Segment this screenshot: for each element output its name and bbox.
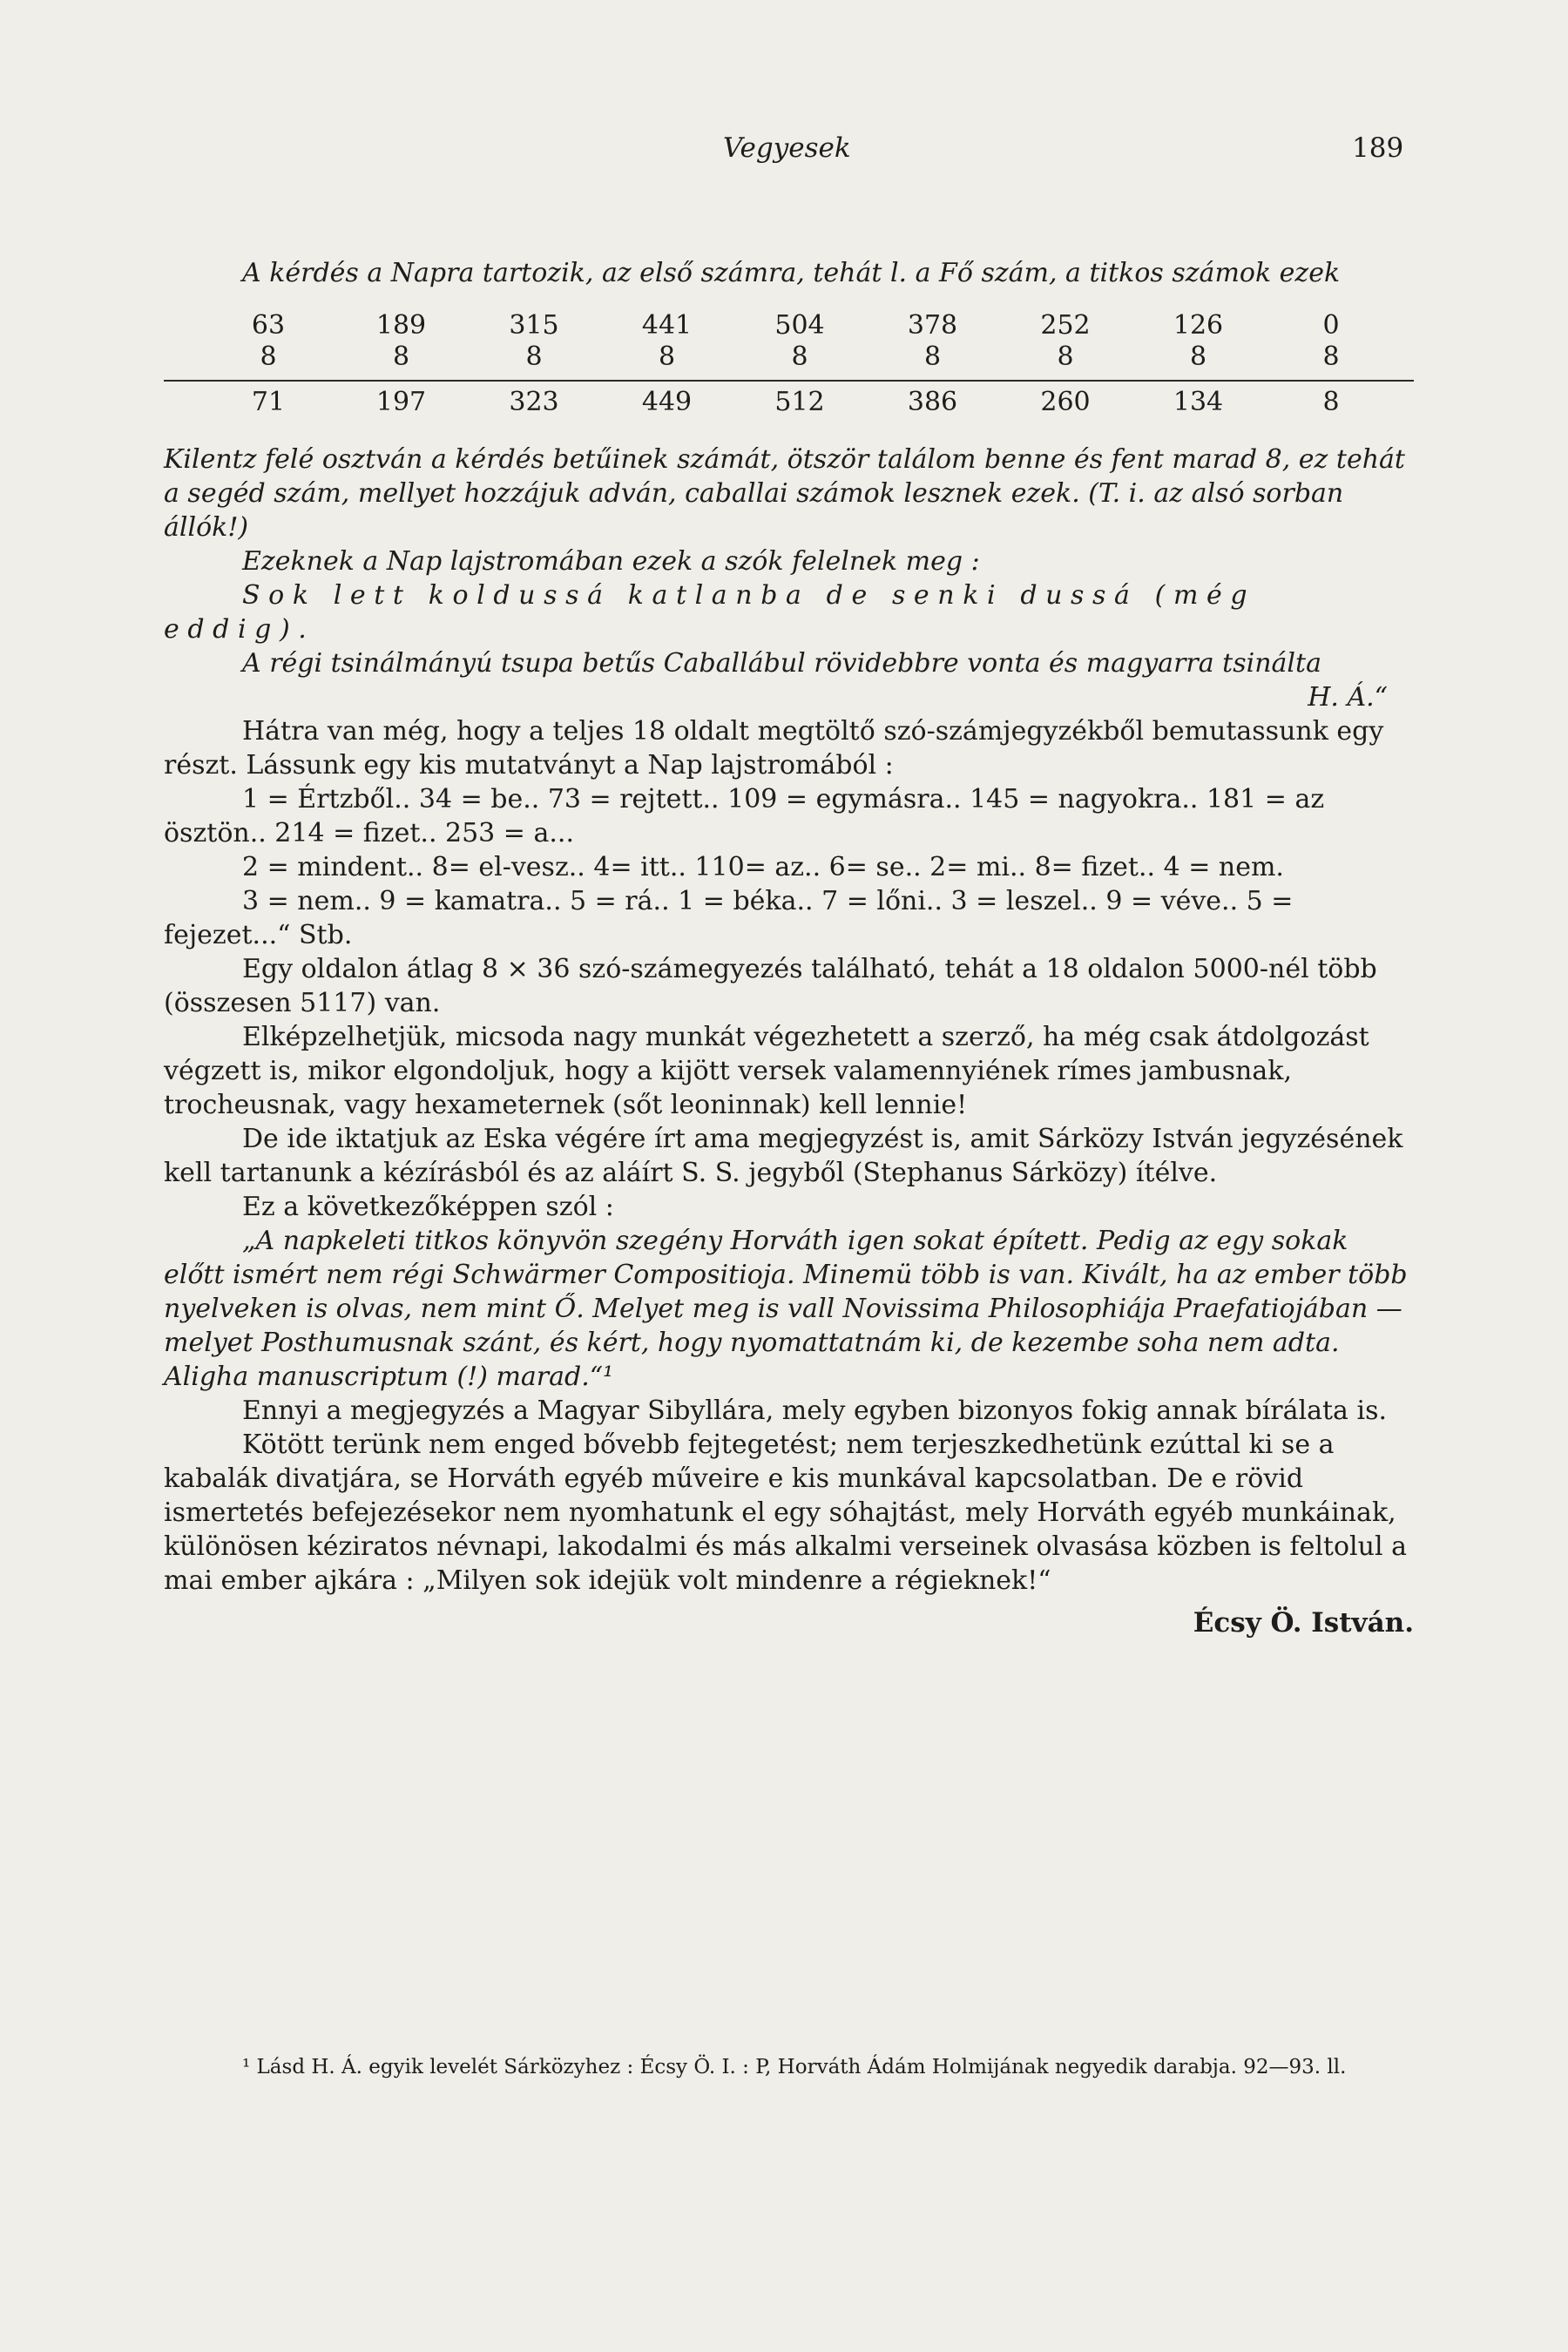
table-cell: 315 xyxy=(509,310,559,341)
paragraph-regi: A régi tsinálmányú tsupa betűs Caballábul rövidebbre vonta és magyarra tsinálta xyxy=(242,648,1321,679)
paragraph-ezeknek: Ezeknek a Nap lajstromában ezek a szók felelnek meg : xyxy=(242,546,980,577)
table-cell: 8 xyxy=(1322,387,1340,417)
table-cell: 63 xyxy=(251,310,286,341)
table-cell: 504 xyxy=(774,310,825,341)
table-cell: 71 xyxy=(251,387,286,417)
table-cell: 449 xyxy=(641,387,693,417)
footnote-text: ¹ Lásd H. Á. egyik levelét Sárközyhez : Écsy Ö. I. : P, Horváth Ádám Holmijának negyedik darabja. 92—93. ll. xyxy=(242,2056,1347,2078)
table-cell: 126 xyxy=(1173,310,1224,341)
running-head-title: Vegyesek xyxy=(723,132,851,164)
footnote xyxy=(164,2053,1414,2081)
table-cell: 8 xyxy=(1322,341,1340,372)
paragraph-ennyi: Ennyi a megjegyzés a Magyar Sibyllára, mely egyben bizonyos fokig annak bírálata is. xyxy=(242,1396,1388,1426)
paragraph-hatra: Hátra van még, hogy a teljes 18 oldalt megtöltő szó-számjegyzékből bemutassunk egy részt. Lássunk egy kis mutatványt a Nap lajstromából : xyxy=(164,716,1384,781)
table-cell: 8 xyxy=(1189,341,1207,372)
table-cell: 8 xyxy=(791,341,808,372)
list-2: 2 = mindent.. 8= el-vesz.. 4= itt.. 110= az.. 6= se.. 2= mi.. 8= fizet.. 4 = nem. xyxy=(242,852,1284,882)
spaced-sentence: Sok lett koldussá katlanba de senki dussá (még eddig). xyxy=(164,580,1256,645)
table-cell: 8 xyxy=(923,341,942,372)
paragraph-elkepzelhetjuk: Elképzelhetjük, micsoda nagy munkát végezhetett a szerző, ha még csak átdolgozást végzett is, mikor elgondoljuk, hogy a kijött versek valamennyiének rímes jambusnak, trocheusnak, vagy hexameternek (sőt leoninnak) kell lennie! xyxy=(164,1022,1369,1120)
page-number: 189 xyxy=(1352,132,1404,164)
paragraph-egy: Egy oldalon átlag 8 × 36 szó-számegyezés található, tehát a 18 oldalon 5000-nél több (összesen 5117) van. xyxy=(164,954,1377,1018)
table-cell: 134 xyxy=(1173,387,1224,417)
table-cell: 8 xyxy=(658,341,676,372)
table-rule xyxy=(164,380,1414,382)
paragraph-ez-a: Ez a következőképpen szól : xyxy=(242,1192,614,1222)
table-cell: 189 xyxy=(375,310,427,341)
table-cell: 8 xyxy=(392,341,410,372)
number-table xyxy=(164,310,1414,418)
paragraph-kilentz: Kilentz felé osztván a kérdés betűinek számát, ötször találom benne és fent marad 8, ez tehát a segéd szám, mellyet hozzájuk adván, caballai számok lesznek ezek. (T. i. az alsó sorban állók!) xyxy=(164,444,1405,543)
table-cell: 386 xyxy=(907,387,958,417)
table-cell: 8 xyxy=(1057,341,1074,372)
list-1: 1 = Értzből.. 34 = be.. 73 = rejtett.. 109 = egymásra.. 145 = nagyokra.. 181 = az ösztön.. 214 = fizet.. 253 = a... xyxy=(164,784,1325,848)
table-cell: 323 xyxy=(509,387,559,417)
table-cell: 197 xyxy=(375,387,427,417)
signature: Écsy Ö. István. xyxy=(1193,1607,1414,1639)
paragraph-kotott: Kötött terünk nem enged bővebb fejtegetést; nem terjeszkedhetünk ezúttal ki se a kabalák divatjára, se Horváth egyéb műveire e kis munkával kapcsolatban. De e rövid ismertetés befejezésekor nem nyomhatunk el egy sóhajtást, mely Horváth egyéb munkáinak, különösen kéziratos névnapi, lakodalmi és más alkalmi verseinek olvasása közben is feltolul a mai ember ajkára : „Milyen sok idejük volt mindenre a régieknek!“ xyxy=(164,1429,1407,1596)
intro-text: A kérdés a Napra tartozik, az első számra, tehát l. a Fő szám, a titkos számok ezek xyxy=(242,258,1341,288)
table-row-3 xyxy=(164,387,1414,418)
table-cell: 260 xyxy=(1040,387,1091,417)
paragraph-de-ide: De ide iktatjuk az Eska végére írt ama megjegyzést is, amit Sárközy István jegyzésének kell tartanunk a kézírásból és az aláírt S. S. jegyből (Stephanus Sárközy) ítélve. xyxy=(164,1124,1403,1188)
table-cell: 512 xyxy=(774,387,825,417)
table-row-1 xyxy=(164,310,1414,341)
table-cell: 252 xyxy=(1040,310,1091,341)
intro-line xyxy=(164,256,1414,290)
table-cell: 8 xyxy=(260,341,277,372)
body-text xyxy=(164,443,1414,1640)
table-cell: 8 xyxy=(525,341,543,372)
paragraph-regi-sign: H. Á.“ xyxy=(1308,682,1388,713)
table-row-2 xyxy=(164,341,1414,373)
table-cell: 0 xyxy=(1322,310,1340,341)
table-cell: 441 xyxy=(641,310,693,341)
table-cell: 378 xyxy=(907,310,958,341)
list-3: 3 = nem.. 9 = kamatra.. 5 = rá.. 1 = béka.. 7 = lőni.. 3 = leszel.. 9 = véve.. 5 = fejezet...“ Stb. xyxy=(164,886,1294,950)
quote: „A napkeleti titkos könyvön szegény Horváth igen sokat épített. Pedig az egy sokak előtt ismért nem régi Schwärmer Compositioja. Minemü több is van. Kivált, ha az ember több nyelveken is olvas, nem mint Ő. Melyet meg is vall Novissima Philosophiája Praefatiojában — melyet Posthumusnak szánt, és kért, hogy nyomattatnám ki, de kezembe soha nem adta. Aligha manuscriptum (!) marad.“¹ xyxy=(164,1226,1408,1392)
